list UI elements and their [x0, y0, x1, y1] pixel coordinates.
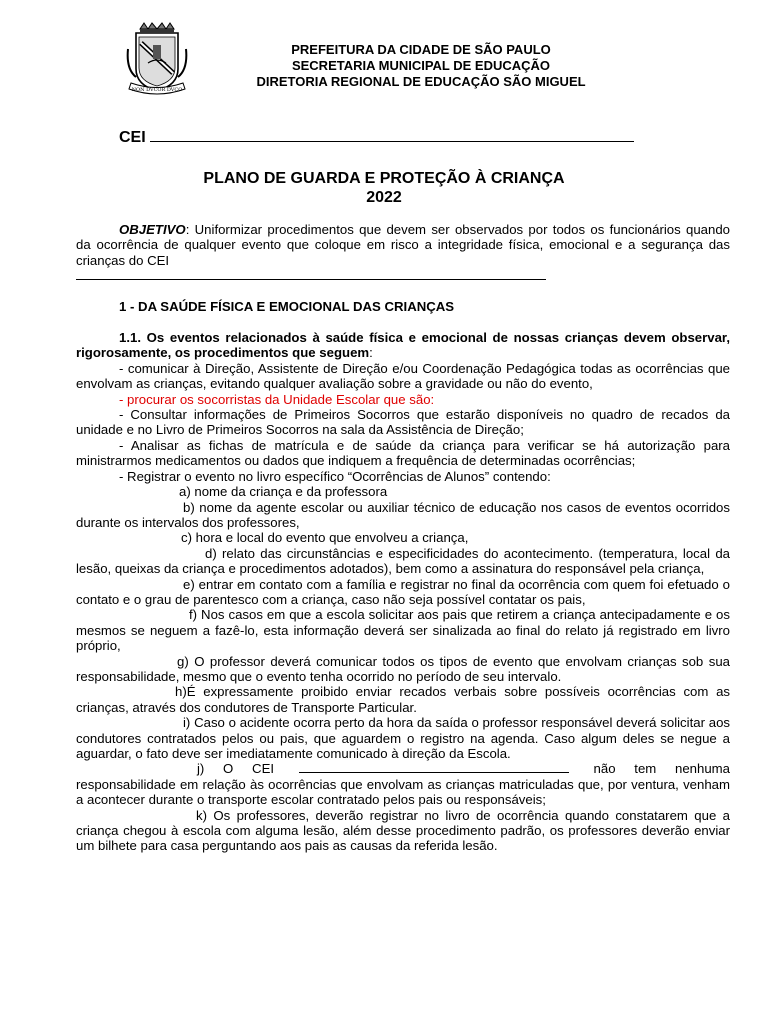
- cei-field: [119, 129, 634, 147]
- objetivo-text: : Uniformizar procedimentos que devem ser observados por todos os funcionários quando da ocorrência de qualquer evento que coloque em risco a integridade física, emocional e a segurança das crianças do CEI: [76, 222, 730, 268]
- section-intro: 1.1. Os eventos relacionados à saúde física e emocional de nossas crianças devem observar, rigorosamente, os procedimentos que seguem:: [76, 330, 730, 361]
- document-body: [76, 222, 730, 854]
- cei-blank-line: [150, 129, 634, 142]
- objetivo-label: OBJETIVO: [119, 222, 186, 237]
- list-item: - Consultar informações de Primeiros Socorros que estarão disponíveis no quadro de recados da unidade e no Livro de Primeiros Socorros na sala da Assistência de Direção;: [76, 407, 730, 438]
- subitem-b: b) nome da agente escolar ou auxiliar técnico de educação nos casos de eventos ocorridos durante os intervalos dos professores,: [76, 499, 730, 530]
- subitem-h: h)É expressamente proibido enviar recados verbais sobre possíveis ocorrências com as crianças, através dos condutores de Transporte Particular.: [76, 684, 730, 715]
- list-item: - comunicar à Direção, Assistente de Direção e/ou Coordenação Pedagógica todas as ocorrências que envolvam as crianças, evitando qualquer avaliação sobre a gravidade ou não do evento,: [76, 360, 730, 392]
- section-heading: 1 - DA SAÚDE FÍSICA E EMOCIONAL DAS CRIANÇAS: [119, 298, 455, 314]
- cei-blank-inline: [299, 761, 569, 773]
- title-line: PLANO DE GUARDA E PROTEÇÃO À CRIANÇA: [203, 170, 565, 187]
- subitem-e: e) entrar em contato com a família e registrar no final da ocorrência com quem foi efetuado o contato e o grau de parentesco com a criança, caso não seja possível contatar os pais,: [76, 576, 730, 607]
- title-year: 2022: [366, 189, 402, 206]
- header-line-diretoria: DIRETORIA REGIONAL DE EDUCAÇÃO SÃO MIGUEL: [256, 74, 586, 89]
- subitem-d: d) relato das circunstâncias e especificidades do acontecimento. (temperatura, local da lesão, queixas da criança e procedimentos adotados), bem como a assinatura do responsável pela criança,: [76, 545, 730, 577]
- list-item: - Registrar o evento no livro específico “Ocorrências de Alunos” contendo:: [119, 468, 551, 484]
- objetivo-blank-line: [76, 268, 730, 283]
- list-item-socorristas: - procurar os socorristas da Unidade Escolar que são:: [119, 391, 435, 407]
- subitem-a: a) nome da criança e da professora: [179, 484, 388, 500]
- subitem-g: g) O professor deverá comunicar todos os tipos de evento que envolvam crianças sob sua responsabilidade, mesmo que o evento tenha ocorrido no período de seu intervalo.: [76, 653, 730, 684]
- city-crest-logo: [126, 19, 188, 99]
- crest-motto: NON DVCOR DVCO: [131, 87, 183, 93]
- subitem-c: c) hora e local do evento que envolveu a criança,: [181, 530, 469, 546]
- cei-label: CEI: [119, 129, 146, 146]
- list-item: - Analisar as fichas de matrícula e de saúde da criança para verificar se há autorização para ministrarmos medicamentos ou dados que indiquem a frequência de determinadas ocorrências;: [76, 437, 730, 469]
- subitem-j: j) O CEI não tem nenhuma responsabilidade em relação às ocorrências que envolvam as crianças matriculadas que, por ventura, venham a acontecer durante o transporte escolar contratado pelos pais ou responsáveis;: [76, 761, 731, 808]
- header-line-secretaria: SECRETARIA MUNICIPAL DE EDUCAÇÃO: [291, 58, 551, 73]
- section-intro-bold: 1.1. Os eventos relacionados à saúde física e emocional de nossas crianças devem observar, rigorosamente, os procedimentos que seguem: [76, 330, 730, 361]
- document-title: [0, 169, 768, 207]
- subitem-f: f) Nos casos em que a escola solicitar aos pais que retirem a criança antecipadamente e os mesmos se neguem a fazê-lo, esta informação deverá ser sinalizada ao final do relato já registrado em livro próprio,: [76, 607, 730, 654]
- document-header: [196, 42, 646, 90]
- subitem-i: i) Caso o acidente ocorra perto da hora da saída o professor responsável deverá solicitar aos condutores contratados pelos ou pais, que aguardem o registro na agenda. Caso algum deles se negue a aguardar, o fato deve ser imediatamente comunicado à direção da Escola.: [76, 715, 730, 761]
- objetivo-paragraph: [76, 222, 730, 268]
- header-line-prefeitura: PREFEITURA DA CIDADE DE SÃO PAULO: [291, 42, 551, 57]
- subitem-k: k) Os professores, deverão registrar no livro de ocorrência quando constatarem que a criança chegou à escola com alguma lesão, além desse procedimento padrão, os professores deverão enviar um bilhete para casa perguntando aos pais as causas da referida lesão.: [76, 807, 730, 854]
